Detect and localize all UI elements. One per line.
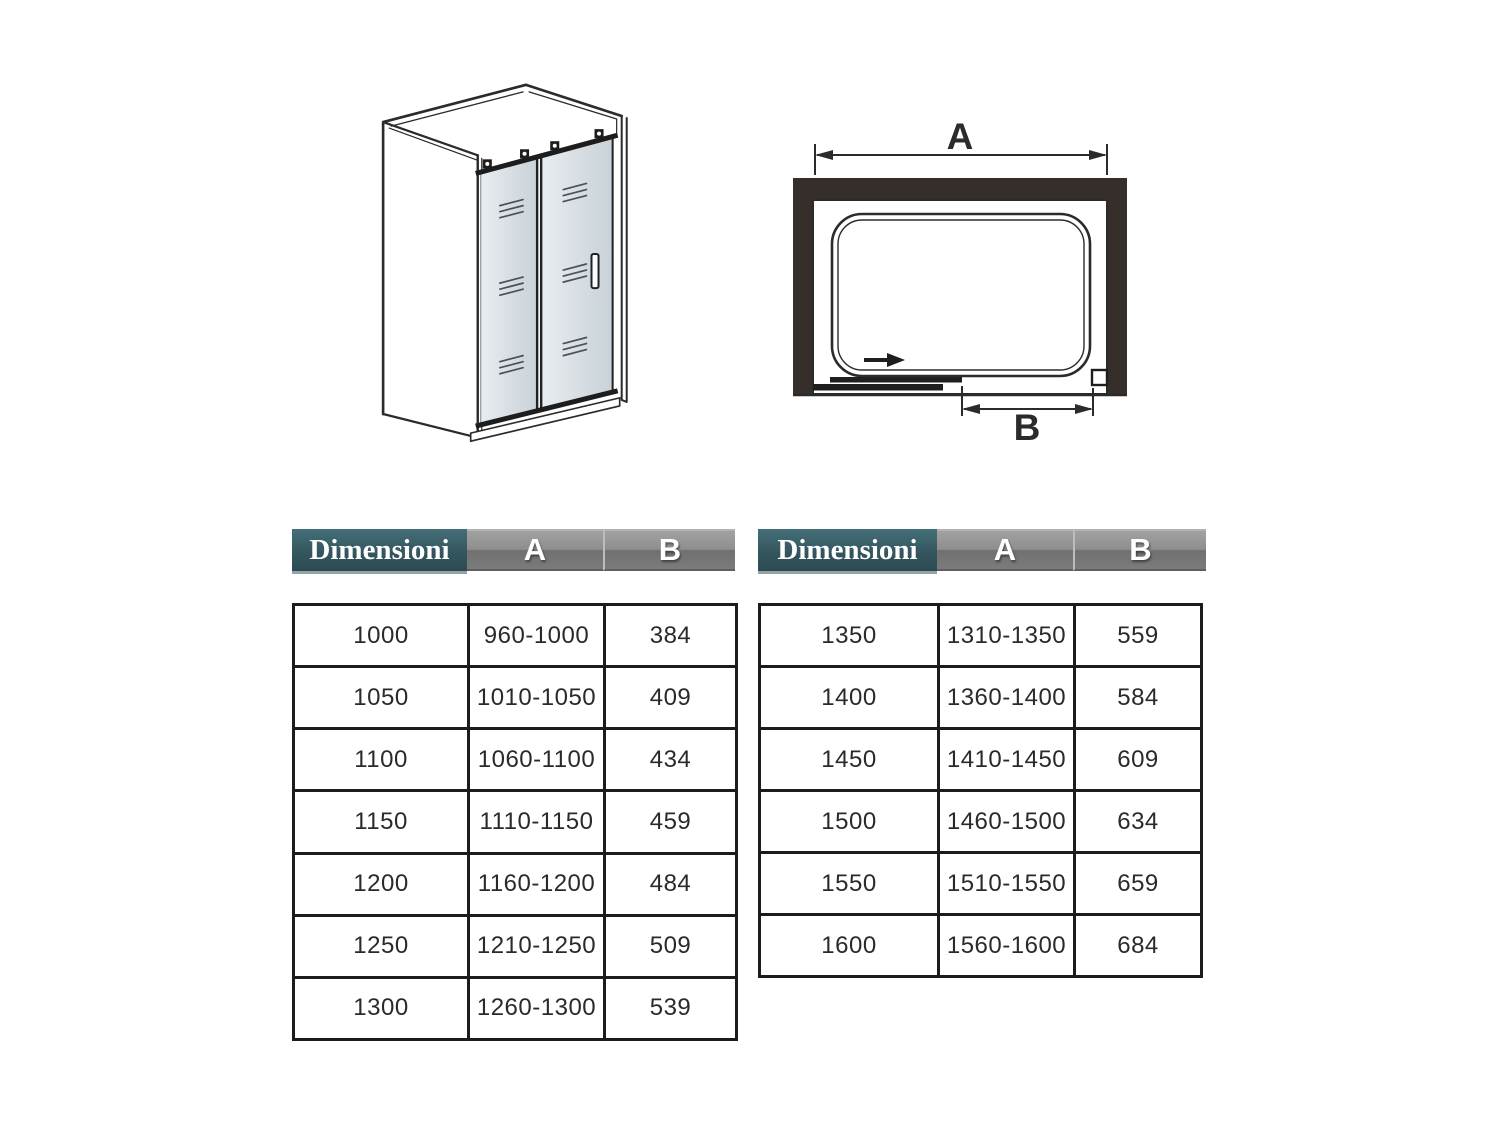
cell-b-value: 434 [605,729,737,791]
cell-dimension: 1250 [294,915,469,977]
table-row [294,977,737,1039]
cell-dimension: 1550 [760,853,939,915]
column-header-dimensioni: Dimensioni [292,529,467,571]
cell-b-value: 684 [1075,915,1202,977]
dimensions-table-right [758,603,1200,978]
table-row [294,729,737,791]
cell-a-range: 960-1000 [469,605,605,667]
cell-b-value: 459 [605,791,737,853]
cell-a-range: 1010-1050 [469,667,605,729]
cell-a-range: 1160-1200 [469,853,605,915]
cell-dimension: 1300 [294,977,469,1039]
table-row [760,791,1202,853]
cell-a-range: 1210-1250 [469,915,605,977]
table-row [294,667,737,729]
cell-b-value: 384 [605,605,737,667]
cell-a-range: 1110-1150 [469,791,605,853]
cell-b-value: 539 [605,977,737,1039]
cell-a-range: 1360-1400 [939,667,1075,729]
dimension-a-label: A [946,116,974,157]
column-header-b: B [1073,529,1206,571]
cell-dimension: 1400 [760,667,939,729]
table-row [294,915,737,977]
column-header-dimensioni: Dimensioni [758,529,937,571]
glass-panel-fixed [481,156,537,425]
wall-profile-block [1092,370,1107,385]
roller [520,149,529,158]
column-header-b: B [603,529,735,571]
cell-dimension: 1100 [294,729,469,791]
cell-b-value: 484 [605,853,737,915]
cell-dimension: 1500 [760,791,939,853]
column-header-a: A [937,529,1073,571]
cell-b-value: 659 [1075,853,1202,915]
table-row [294,791,737,853]
table-row [760,605,1202,667]
cell-b-value: 634 [1075,791,1202,853]
table-row [760,729,1202,791]
cell-b-value: 409 [605,667,737,729]
table-row [760,667,1202,729]
table-row [760,915,1202,977]
table-header-right [758,529,1206,571]
cell-a-range: 1260-1300 [469,977,605,1039]
cell-b-value: 509 [605,915,737,977]
cell-a-range: 1560-1600 [939,915,1075,977]
door-handle [591,254,598,288]
cell-b-value: 559 [1075,605,1202,667]
table-row [760,853,1202,915]
cell-a-range: 1310-1350 [939,605,1075,667]
cell-dimension: 1350 [760,605,939,667]
table-row [294,605,737,667]
cell-dimension: 1150 [294,791,469,853]
cell-dimension: 1200 [294,853,469,915]
top-view-drawing [780,98,1200,446]
cell-a-range: 1410-1450 [939,729,1075,791]
roller [550,141,559,150]
cell-b-value: 609 [1075,729,1202,791]
table-row [294,853,737,915]
dimensions-table-left [292,603,735,1041]
cell-dimension: 1600 [760,915,939,977]
roller [595,129,604,138]
cell-a-range: 1460-1500 [939,791,1075,853]
roller [483,159,492,168]
cell-dimension: 1450 [760,729,939,791]
shower-tray-outline [832,214,1090,376]
dimension-b-label: B [1013,407,1041,446]
cell-a-range: 1060-1100 [469,729,605,791]
cell-dimension: 1000 [294,605,469,667]
table-header-left [292,529,735,571]
dimension-a-arrow [815,116,1107,175]
cell-a-range: 1510-1550 [939,853,1075,915]
cell-b-value: 584 [1075,667,1202,729]
column-header-a: A [467,529,603,571]
cell-dimension: 1050 [294,667,469,729]
perspective-view-drawing [366,70,668,454]
